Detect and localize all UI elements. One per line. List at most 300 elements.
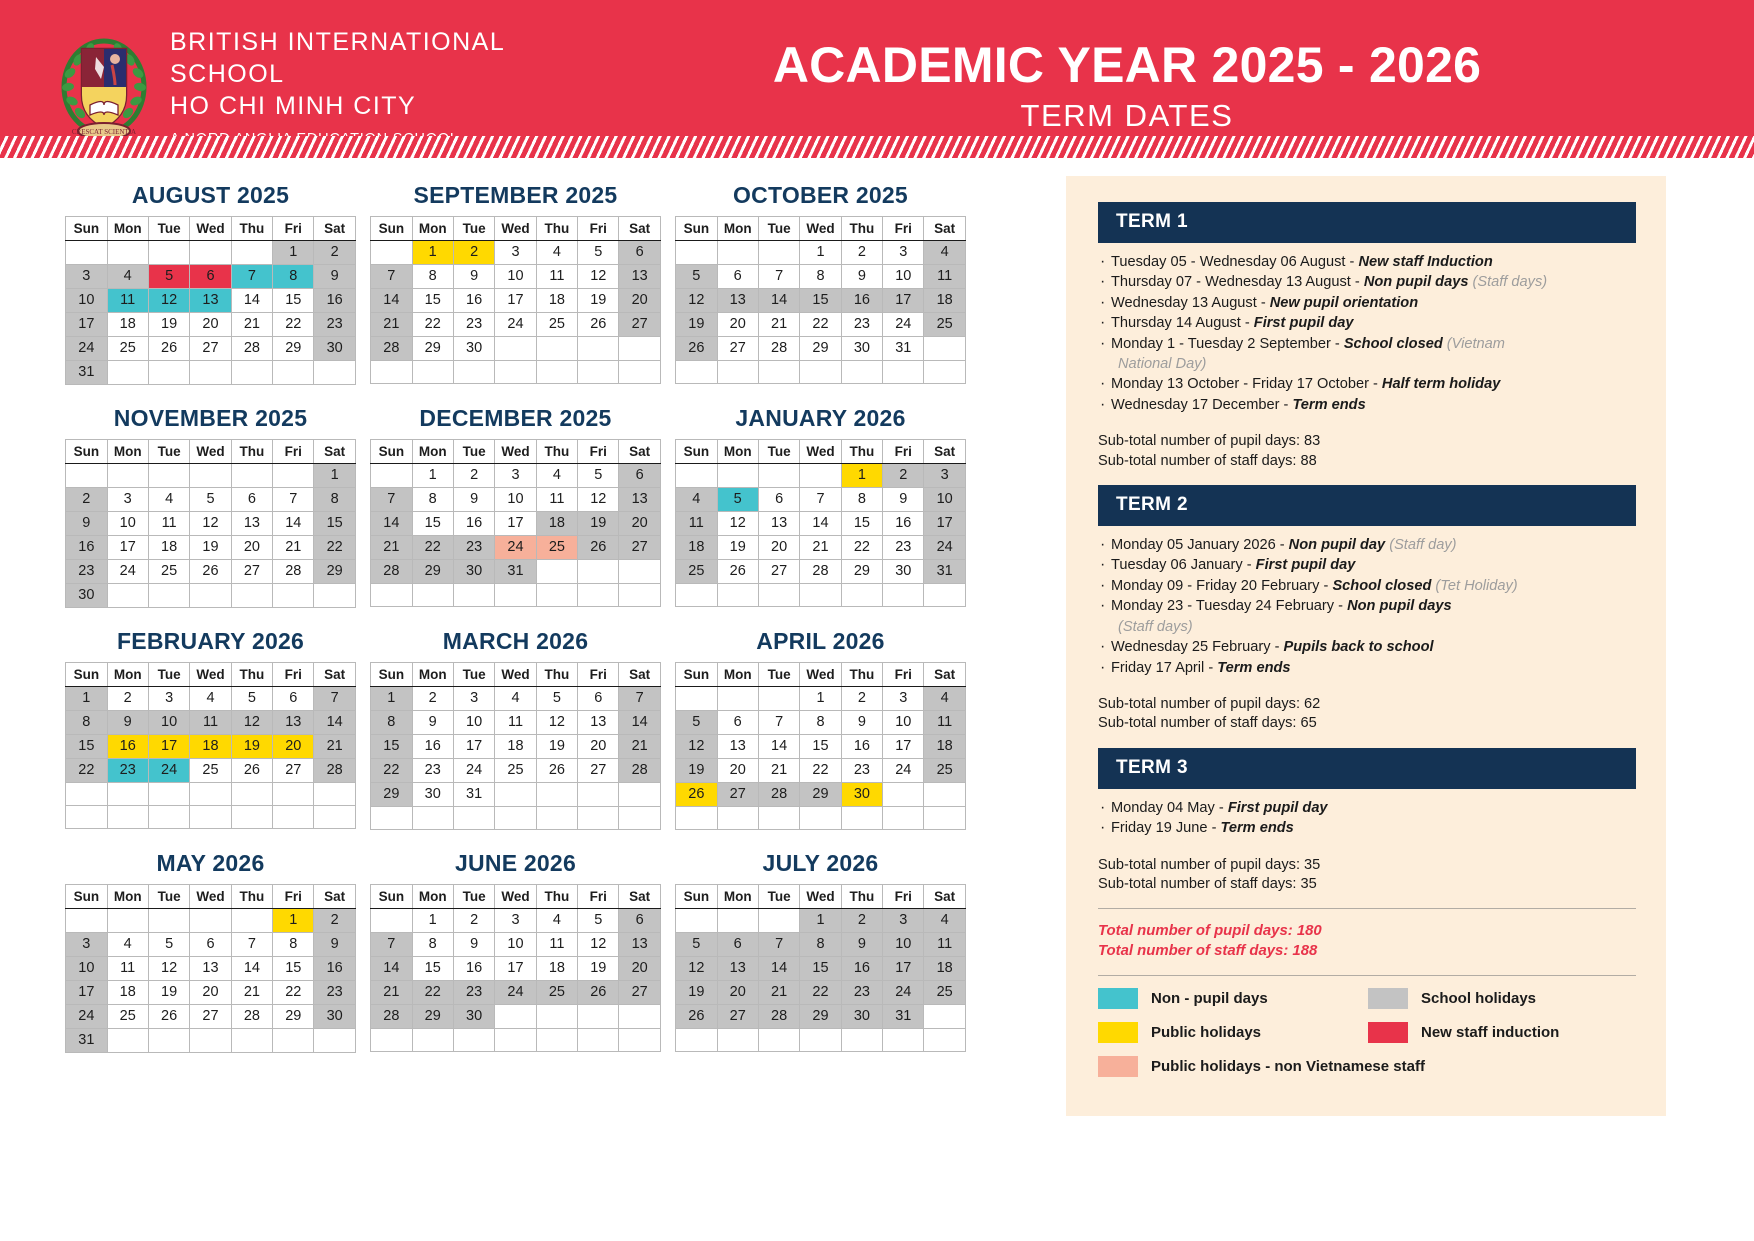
term-date-text: Half term holiday: [1381, 376, 1501, 393]
calendar-empty-cell: [800, 807, 841, 830]
calendar-day-cell: 26: [148, 1005, 189, 1029]
calendar-week-row: [66, 536, 356, 560]
calendar-empty-cell: [619, 361, 660, 384]
calendar-day-cell: 26: [676, 1005, 717, 1029]
calendar-day-cell: 5: [148, 933, 189, 957]
total-staff-days: Total number of staff days: 188: [1098, 943, 1318, 960]
calendar-day-cell: 1: [412, 241, 453, 265]
weekday-header-cell: Mon: [717, 885, 758, 909]
term-date-item: [1100, 273, 1636, 292]
weekday-header-cell: Sat: [314, 663, 355, 687]
weekday-header-cell: Sat: [619, 440, 660, 464]
calendar-day-cell: 3: [924, 464, 965, 488]
calendar-empty-cell: [758, 464, 799, 488]
weekday-header-cell: Wed: [495, 440, 536, 464]
school-name-line1: BRITISH INTERNATIONAL SCHOOL: [170, 28, 505, 88]
weekday-header-cell: Thu: [536, 217, 577, 241]
weekday-header-cell: Sat: [314, 885, 355, 909]
calendar-empty-cell: [578, 783, 619, 807]
calendar-day-cell: 1: [800, 241, 841, 265]
calendar-week-row: [66, 687, 356, 711]
calendar-day-cell: 29: [841, 560, 882, 584]
calendar-day-cell: 3: [66, 265, 107, 289]
calendar-week-row: [676, 337, 966, 361]
calendar-day-cell: 22: [800, 981, 841, 1005]
calendar-empty-cell: [924, 337, 965, 361]
calendar-week-row: [66, 1029, 356, 1053]
term-date-item: [1100, 556, 1636, 575]
weekday-header-cell: Sat: [619, 663, 660, 687]
term-date-text: Non pupil days: [1347, 598, 1452, 615]
term-date-text: Term ends: [1292, 396, 1366, 413]
term-date-text: Term ends: [1217, 659, 1291, 676]
calendar-empty-cell: [841, 361, 882, 384]
calendar-day-cell: 30: [453, 560, 494, 584]
calendar-empty-cell: [231, 806, 272, 829]
calendar-day-cell: 31: [883, 1005, 924, 1029]
legend-item-school-holidays: [1368, 988, 1536, 1009]
calendar-day-cell: 12: [676, 289, 717, 313]
calendar-day-cell: 6: [190, 265, 231, 289]
calendar-day-cell: 1: [800, 909, 841, 933]
header-stripe-decoration: [0, 136, 1754, 158]
calendar-day-cell: 7: [758, 711, 799, 735]
calendar-day-cell: 10: [883, 711, 924, 735]
calendar-day-cell: 30: [453, 1005, 494, 1029]
calendar-empty-cell: [190, 584, 231, 608]
calendar-week-row: [371, 1005, 661, 1029]
calendar-empty-cell: [453, 807, 494, 830]
term-date-item: [1100, 314, 1636, 333]
calendar-day-cell: 15: [273, 289, 314, 313]
calendar-day-cell: 2: [841, 241, 882, 265]
calendar-day-cell: 24: [495, 981, 536, 1005]
calendar-empty-cell: [578, 1005, 619, 1029]
calendar-day-cell: 5: [717, 488, 758, 512]
calendar-week-row: [676, 488, 966, 512]
calendar-empty-cell: [536, 1029, 577, 1052]
calendar-empty-cell: [717, 909, 758, 933]
calendar-empty-cell: [924, 1029, 965, 1052]
calendar-day-cell: 26: [536, 759, 577, 783]
calendar-empty-cell: [231, 783, 272, 806]
weekday-header-cell: Tue: [453, 885, 494, 909]
calendar-day-cell: 19: [676, 313, 717, 337]
term-date-item: [1100, 375, 1636, 394]
calendar-day-cell: 26: [231, 759, 272, 783]
calendar-day-cell: 22: [273, 313, 314, 337]
calendar-week-row: [66, 313, 356, 337]
calendar-day-cell: 19: [717, 536, 758, 560]
calendar-day-cell: 20: [231, 536, 272, 560]
calendar-empty-cell: [924, 783, 965, 807]
weekday-header-cell: Sun: [66, 440, 107, 464]
calendar-day-cell: 28: [371, 1005, 412, 1029]
calendar-day-cell: 27: [717, 337, 758, 361]
calendar-day-cell: 3: [883, 687, 924, 711]
month-calendar-table: [65, 439, 356, 608]
calendar-day-cell: 3: [495, 464, 536, 488]
calendar-empty-cell: [231, 909, 272, 933]
calendar-empty-cell: [107, 909, 148, 933]
weekday-header-row: [66, 885, 356, 909]
term-date-text: (Staff day): [1385, 537, 1457, 554]
term-2-item-list: [1100, 536, 1636, 678]
calendar-day-cell: 1: [314, 464, 355, 488]
calendar-empty-cell: [453, 361, 494, 384]
calendar-day-cell: 28: [758, 783, 799, 807]
calendar-day-cell: 29: [412, 337, 453, 361]
calendar-day-cell: 10: [883, 265, 924, 289]
calendar-day-cell: 21: [758, 981, 799, 1005]
term-date-text: National Day): [1118, 356, 1207, 373]
calendar-week-row: [371, 536, 661, 560]
calendar-empty-cell: [412, 1029, 453, 1052]
calendar-day-cell: 14: [231, 957, 272, 981]
calendar-day-cell: 21: [619, 735, 660, 759]
calendar-day-cell: 20: [619, 289, 660, 313]
calendar-empty-cell: [676, 361, 717, 384]
month-title: FEBRUARY 2026: [116, 628, 305, 654]
weekday-header-row: [676, 885, 966, 909]
calendar-empty-cell: [676, 584, 717, 607]
calendar-day-cell: 4: [924, 909, 965, 933]
weekday-header-row: [676, 440, 966, 464]
legend-item-new-staff-induction: [1368, 1022, 1559, 1043]
calendar-day-cell: 29: [412, 1005, 453, 1029]
calendar-empty-cell: [717, 584, 758, 607]
month-title: NOVEMBER 2025: [113, 405, 308, 431]
calendar-week-row: [676, 313, 966, 337]
weekday-header-cell: Sat: [924, 440, 965, 464]
calendar-empty-cell: [676, 1029, 717, 1052]
weekday-header-cell: Tue: [758, 663, 799, 687]
weekday-header-cell: Fri: [883, 440, 924, 464]
calendar-day-cell: 8: [800, 711, 841, 735]
calendar-day-cell: 18: [536, 957, 577, 981]
calendar-day-cell: 16: [453, 957, 494, 981]
legend-label: School holidays: [1421, 990, 1537, 1008]
weekday-header-cell: Fri: [578, 885, 619, 909]
calendar-day-cell: 11: [924, 711, 965, 735]
calendar-empty-cell: [495, 337, 536, 361]
calendar-day-cell: 24: [148, 759, 189, 783]
calendar-day-cell: 24: [107, 560, 148, 584]
calendar-day-cell: 23: [453, 313, 494, 337]
weekday-header-cell: Wed: [800, 885, 841, 909]
header-titles: [620, 39, 1754, 134]
calendar-week-row: [66, 759, 356, 783]
calendar-week-row: [371, 735, 661, 759]
calendar-day-cell: 25: [924, 759, 965, 783]
calendar-week-row: [676, 687, 966, 711]
term-date-item: [1100, 294, 1636, 313]
calendar-day-cell: 14: [314, 711, 355, 735]
term-2-subtotals: [1098, 695, 1636, 734]
calendar-day-cell: 30: [841, 337, 882, 361]
calendar-day-cell: 15: [800, 957, 841, 981]
calendar-week-row: [371, 361, 661, 384]
calendar-day-cell: 21: [231, 313, 272, 337]
calendar-day-cell: 9: [107, 711, 148, 735]
subtotal-pupil-days: Sub-total number of pupil days: 83: [1098, 433, 1321, 450]
calendar-day-cell: 16: [314, 289, 355, 313]
calendar-day-cell: 20: [273, 735, 314, 759]
calendar-empty-cell: [536, 337, 577, 361]
calendar-day-cell: 5: [578, 464, 619, 488]
calendar-week-row: [371, 687, 661, 711]
calendar-day-cell: 5: [578, 241, 619, 265]
calendar-empty-cell: [536, 361, 577, 384]
month-title: APRIL 2026: [756, 628, 885, 654]
calendar-day-cell: 25: [190, 759, 231, 783]
calendar-week-row: [676, 265, 966, 289]
calendar-empty-cell: [371, 464, 412, 488]
calendar-week-row: [371, 933, 661, 957]
term-date-text: Monday 05 January 2026 -: [1111, 537, 1289, 554]
calendar-week-row: [676, 807, 966, 830]
calendar-day-cell: 5: [148, 265, 189, 289]
calendar-day-cell: 17: [495, 957, 536, 981]
calendar-empty-cell: [495, 807, 536, 830]
calendar-day-cell: 19: [190, 536, 231, 560]
calendar-day-cell: 7: [371, 265, 412, 289]
month-block: [668, 176, 973, 385]
calendar-week-row: [676, 241, 966, 265]
weekday-header-cell: Fri: [273, 440, 314, 464]
weekday-header-cell: Fri: [578, 440, 619, 464]
calendar-day-cell: 26: [578, 981, 619, 1005]
calendar-day-cell: 17: [924, 512, 965, 536]
calendar-day-cell: 28: [273, 560, 314, 584]
calendar-empty-cell: [107, 464, 148, 488]
term-date-text: Term ends: [1220, 820, 1294, 837]
calendar-day-cell: 23: [841, 313, 882, 337]
calendar-empty-cell: [495, 361, 536, 384]
weekday-header-cell: Thu: [841, 885, 882, 909]
calendar-day-cell: 30: [66, 584, 107, 608]
calendar-day-cell: 16: [412, 735, 453, 759]
calendar-empty-cell: [676, 909, 717, 933]
calendar-empty-cell: [758, 241, 799, 265]
calendar-week-row: [676, 957, 966, 981]
calendar-day-cell: 9: [453, 933, 494, 957]
weekday-header-cell: Sat: [619, 217, 660, 241]
month-block: [363, 844, 668, 1053]
calendar-day-cell: 19: [536, 735, 577, 759]
calendar-day-cell: 18: [536, 289, 577, 313]
calendar-day-cell: 1: [371, 687, 412, 711]
calendar-day-cell: 12: [578, 488, 619, 512]
calendar-day-cell: 31: [924, 560, 965, 584]
calendar-day-cell: 24: [924, 536, 965, 560]
calendar-day-cell: 7: [231, 265, 272, 289]
calendar-day-cell: 1: [273, 241, 314, 265]
calendar-day-cell: 11: [536, 488, 577, 512]
calendar-week-row: [676, 536, 966, 560]
calendar-empty-cell: [758, 807, 799, 830]
calendar-day-cell: 20: [619, 512, 660, 536]
calendar-day-cell: 4: [924, 241, 965, 265]
term-1-item-list: [1100, 253, 1636, 415]
weekday-header-cell: Tue: [758, 440, 799, 464]
calendar-empty-cell: [190, 464, 231, 488]
weekday-header-cell: Thu: [231, 885, 272, 909]
calendar-day-cell: 7: [371, 488, 412, 512]
school-crest-logo: [60, 35, 148, 139]
calendar-empty-cell: [717, 241, 758, 265]
calendar-empty-cell: [619, 1029, 660, 1052]
calendar-day-cell: 25: [676, 560, 717, 584]
calendar-day-cell: 1: [800, 687, 841, 711]
calendar-week-row: [371, 512, 661, 536]
term-date-text: New staff Induction: [1358, 254, 1493, 270]
calendar-day-cell: 28: [758, 337, 799, 361]
calendar-week-row: [66, 933, 356, 957]
calendar-day-cell: 28: [231, 1005, 272, 1029]
calendar-day-cell: 15: [273, 957, 314, 981]
calendar-day-cell: 22: [371, 759, 412, 783]
calendar-day-cell: 3: [883, 909, 924, 933]
calendar-empty-cell: [231, 584, 272, 608]
calendar-empty-cell: [676, 687, 717, 711]
weekday-header-cell: Thu: [231, 217, 272, 241]
calendar-empty-cell: [924, 361, 965, 384]
weekday-header-cell: Wed: [495, 885, 536, 909]
calendar-day-cell: 20: [717, 313, 758, 337]
calendar-day-cell: 26: [190, 560, 231, 584]
page-header: [0, 0, 1754, 158]
calendar-week-row: [371, 313, 661, 337]
calendar-day-cell: 16: [107, 735, 148, 759]
calendar-day-cell: 26: [578, 536, 619, 560]
month-block: [668, 844, 973, 1053]
calendar-day-cell: 6: [190, 933, 231, 957]
weekday-header-cell: Mon: [107, 217, 148, 241]
legend-swatch-icon: [1098, 988, 1138, 1009]
calendar-day-cell: 4: [107, 933, 148, 957]
calendar-empty-cell: [841, 1029, 882, 1052]
calendar-empty-cell: [800, 464, 841, 488]
calendar-week-row: [676, 933, 966, 957]
calendar-empty-cell: [758, 584, 799, 607]
calendar-day-cell: 9: [841, 265, 882, 289]
month-calendar-table: [370, 216, 661, 384]
term-date-text: School closed: [1332, 577, 1432, 594]
calendar-day-cell: 8: [412, 488, 453, 512]
calendar-week-row: [66, 806, 356, 829]
term-date-text: (Staff days): [1118, 618, 1193, 635]
month-calendar-table: [370, 439, 661, 607]
calendar-empty-cell: [717, 1029, 758, 1052]
weekday-header-cell: Sat: [924, 663, 965, 687]
month-calendar-table: [675, 216, 966, 384]
calendar-day-cell: 27: [717, 783, 758, 807]
calendar-day-cell: 8: [314, 488, 355, 512]
calendar-week-row: [676, 289, 966, 313]
calendar-week-row: [676, 560, 966, 584]
calendar-empty-cell: [495, 1005, 536, 1029]
calendar-day-cell: 3: [453, 687, 494, 711]
term-heading-1: TERM 1: [1098, 202, 1636, 243]
term-date-text: First pupil day: [1253, 315, 1354, 332]
calendar-week-row: [676, 783, 966, 807]
calendar-day-cell: 13: [758, 512, 799, 536]
term-date-text: Non pupil days: [1363, 274, 1469, 291]
calendar-day-cell: 28: [800, 560, 841, 584]
calendar-day-cell: 2: [883, 464, 924, 488]
calendar-day-cell: 17: [883, 735, 924, 759]
weekday-header-cell: Tue: [148, 440, 189, 464]
calendar-day-cell: 22: [841, 536, 882, 560]
subtotal-pupil-days: Sub-total number of pupil days: 62: [1098, 695, 1321, 712]
calendar-day-cell: 21: [371, 536, 412, 560]
calendar-day-cell: 7: [758, 265, 799, 289]
calendar-day-cell: 17: [107, 536, 148, 560]
month-title: MARCH 2026: [442, 628, 589, 654]
calendar-day-cell: 9: [453, 265, 494, 289]
weekday-header-cell: Sun: [676, 440, 717, 464]
calendar-empty-cell: [66, 241, 107, 265]
calendar-day-cell: 21: [231, 981, 272, 1005]
term-date-text: (Vietnam: [1442, 335, 1505, 352]
calendar-empty-cell: [190, 909, 231, 933]
calendar-day-cell: 15: [412, 957, 453, 981]
term-heading-2: TERM 2: [1098, 485, 1636, 526]
calendar-day-cell: 13: [578, 711, 619, 735]
calendar-day-cell: 6: [619, 464, 660, 488]
calendar-day-cell: 31: [495, 560, 536, 584]
weekday-header-cell: Wed: [190, 217, 231, 241]
legend-label: Public holidays: [1151, 1024, 1262, 1042]
term-date-item: [1100, 253, 1636, 272]
calendar-day-cell: 24: [66, 337, 107, 361]
calendar-day-cell: 13: [231, 512, 272, 536]
month-title: SEPTEMBER 2025: [413, 182, 618, 208]
calendar-day-cell: 2: [453, 464, 494, 488]
calendar-week-row: [371, 337, 661, 361]
weekday-header-cell: Mon: [717, 217, 758, 241]
calendar-day-cell: 29: [371, 783, 412, 807]
calendar-day-cell: 5: [231, 687, 272, 711]
calendar-empty-cell: [273, 464, 314, 488]
calendar-day-cell: 30: [314, 337, 355, 361]
month-calendar-table: [65, 662, 356, 829]
calendar-day-cell: 2: [841, 909, 882, 933]
calendar-empty-cell: [231, 1029, 272, 1053]
weekday-header-cell: Wed: [190, 440, 231, 464]
weekday-header-cell: Sun: [371, 663, 412, 687]
calendar-day-cell: 12: [190, 512, 231, 536]
month-calendar-table: [65, 216, 356, 385]
terms-container: [1098, 202, 1636, 894]
term-date-text: Monday 04 May -: [1111, 799, 1228, 816]
calendar-empty-cell: [578, 337, 619, 361]
weekday-header-row: [371, 885, 661, 909]
calendar-day-cell: 4: [536, 464, 577, 488]
calendar-empty-cell: [314, 584, 355, 608]
calendar-day-cell: 25: [536, 981, 577, 1005]
weekday-header-row: [371, 663, 661, 687]
calendar-day-cell: 11: [495, 711, 536, 735]
calendar-week-row: [676, 361, 966, 384]
calendar-day-cell: 8: [800, 933, 841, 957]
calendar-day-cell: 13: [619, 265, 660, 289]
calendar-week-row: [66, 957, 356, 981]
calendar-empty-cell: [107, 783, 148, 806]
calendar-day-cell: 27: [578, 759, 619, 783]
calendar-week-row: [66, 560, 356, 584]
